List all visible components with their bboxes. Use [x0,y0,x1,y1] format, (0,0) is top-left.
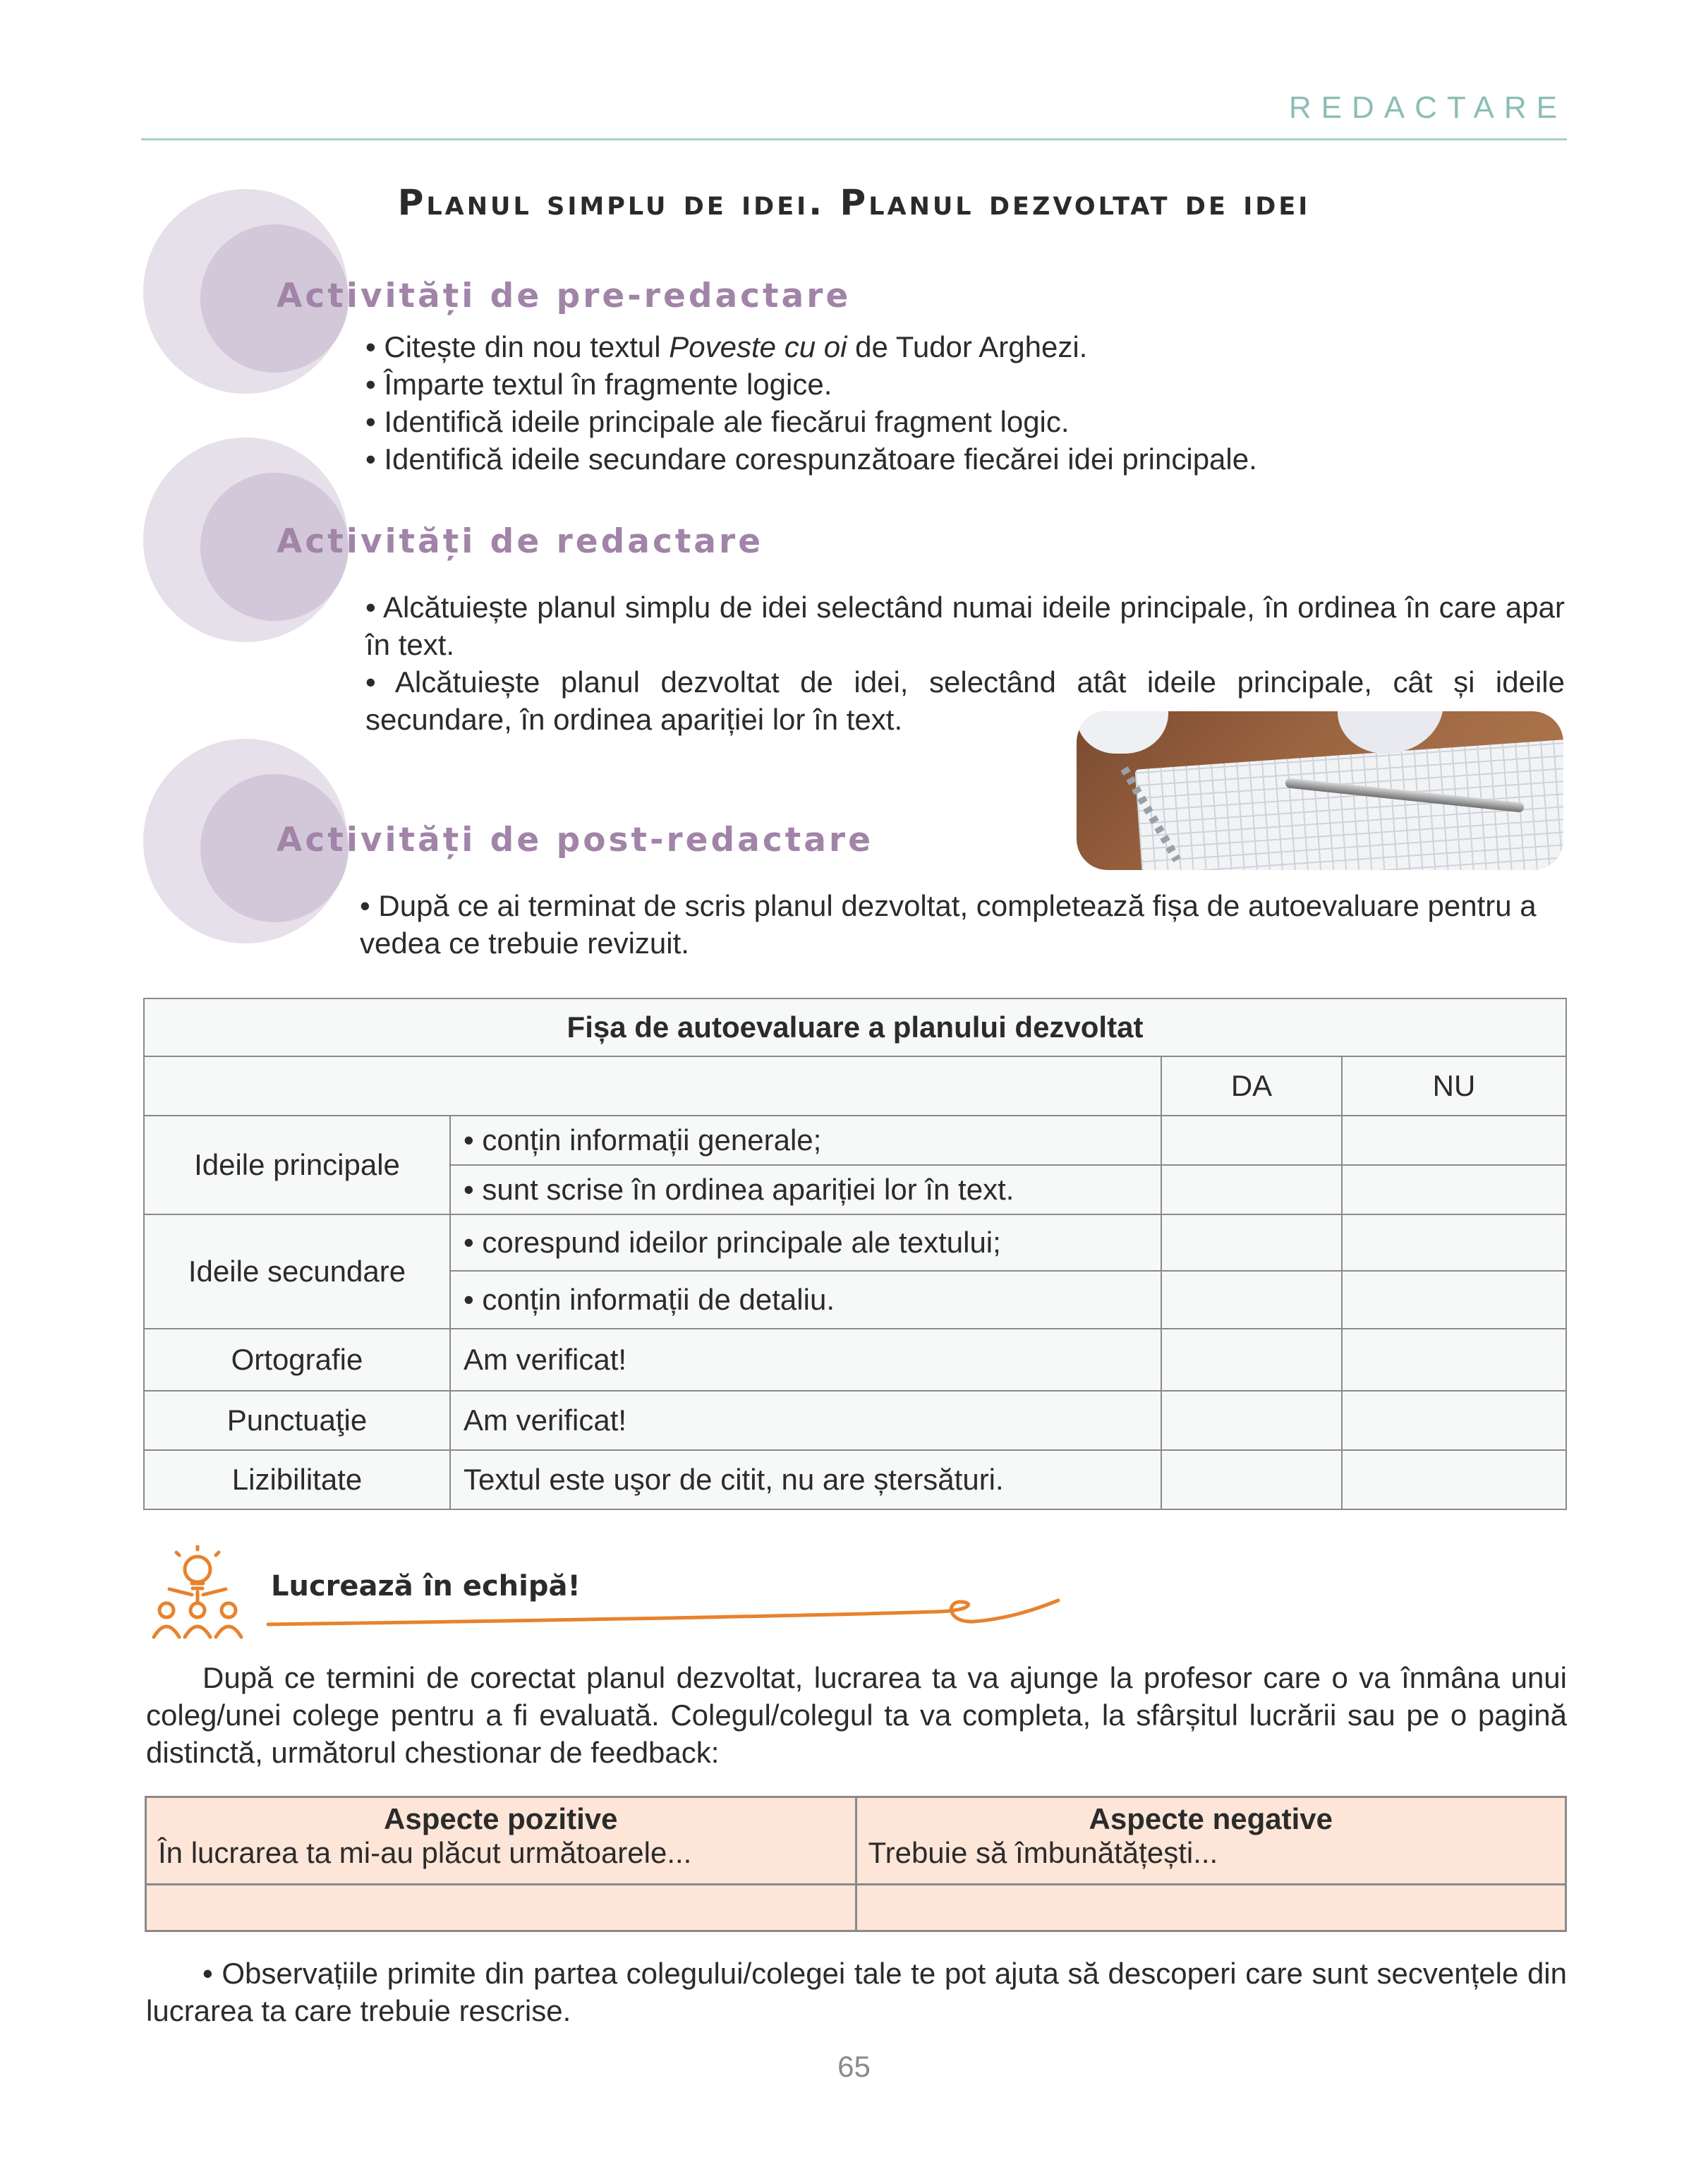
positive-answer-cell[interactable] [146,1885,856,1931]
closing-note: • Observațiile primite din partea colegului/colegei tale te pot ajuta să descoperi care sunt secvențele din lucrarea ta care trebuie rescrise. [146,1957,1567,2027]
criterion-cell: • sunt scrise în ordinea apariției lor în text. [450,1165,1161,1214]
writing-item-1: • Alcătuiește planul simplu de idei selectând numai ideile principale, în ordinea în care apar în text. [365,591,1565,661]
category-cell: Punctuaţie [144,1391,450,1450]
positive-aspects-cell [146,1797,856,1885]
checkbox-cell-nu[interactable] [1342,1271,1566,1329]
decorative-swoosh [261,1596,1065,1631]
criterion-cell: • corespund ideilor principale ale textului; [450,1214,1161,1271]
section-title-post-writing: Activități de post-redactare [277,821,873,859]
criterion-cell: • conțin informații generale; [450,1116,1161,1165]
checkbox-cell-nu[interactable] [1342,1116,1566,1165]
page-title: Planul simplu de idei. Planul dezvoltat de idei [397,182,1311,223]
category-cell: Lizibilitate [144,1450,450,1509]
checkbox-cell-da[interactable] [1161,1391,1342,1450]
checkbox-cell-nu[interactable] [1342,1450,1566,1509]
checkbox-cell-nu[interactable] [1342,1391,1566,1450]
criterion-cell: Am verificat! [450,1391,1161,1450]
table-header-blank [144,1056,1161,1116]
writing-item-2-text: • Alcătuiește planul dezvoltat de idei, selectând atât ideile principale, cât și ideile secundare, în ordinea apariției lor în text. [365,665,1565,736]
page-number: 65 [837,2050,871,2083]
checkbox-cell-da[interactable] [1161,1450,1342,1509]
list-item: • Identifică ideile principale ale fiecărui fragment logic. [365,405,1070,438]
checkbox-cell-da[interactable] [1161,1165,1342,1214]
teamwork-lightbulb-icon [148,1545,247,1644]
header-divider [141,138,1567,140]
negative-aspects-header: Aspecte negative [1089,1802,1333,1835]
column-header-da: DA [1161,1056,1342,1116]
crumpled-paper [1077,711,1168,754]
section-label: REDACTARE [1288,90,1567,125]
feedback-table [145,1796,1567,1932]
section-title-writing: Activități de redactare [277,522,764,561]
positive-aspects-prompt: În lucrarea ta mi-au plăcut următoarele... [158,1836,692,1869]
checkbox-cell-da[interactable] [1161,1271,1342,1329]
notebook-photo [1077,711,1563,870]
list-item: • Identifică ideile secundare corespunzătoare fiecărei idei principale. [365,442,1257,476]
criterion-cell: • conțin informații de detaliu. [450,1271,1161,1329]
negative-aspects-cell [856,1797,1566,1885]
section-title-pre-writing: Activități de pre-redactare [277,277,852,315]
checkbox-cell-nu[interactable] [1342,1165,1566,1214]
category-cell: Ideile secundare [144,1214,450,1329]
table-caption: Fișa de autoevaluare a planului dezvoltat [144,998,1566,1056]
category-cell: Ortografie [144,1329,450,1391]
category-cell: Ideile principale [144,1116,450,1214]
checkbox-cell-nu[interactable] [1342,1329,1566,1391]
negative-answer-cell[interactable] [856,1885,1566,1931]
checkbox-cell-da[interactable] [1161,1214,1342,1271]
team-work-label: Lucrează în echipă! [271,1570,581,1602]
crumpled-paper [1338,711,1443,754]
negative-aspects-prompt: Trebuie să îmbunătățești... [868,1836,1218,1869]
criterion-cell: Textul este uşor de citit, nu are ștersături. [450,1450,1161,1509]
list-item: • Împarte textul în fragmente logice. [365,368,832,401]
post-writing-item: • După ce ai terminat de scris planul dezvoltat, completează fișa de autoevaluare pentru a vedea ce trebuie revizuit. [360,889,1537,960]
column-header-nu: NU [1342,1056,1566,1116]
pre-writing-list [365,328,1257,478]
checkbox-cell-da[interactable] [1161,1116,1342,1165]
self-evaluation-table [143,998,1567,1510]
criterion-cell: Am verificat! [450,1329,1161,1391]
positive-aspects-header: Aspecte pozitive [384,1802,618,1835]
checkbox-cell-nu[interactable] [1342,1214,1566,1271]
checkbox-cell-da[interactable] [1161,1329,1342,1391]
list-item: • Citește din nou textul Poveste cu oi de Tudor Arghezi. [365,330,1088,363]
team-work-paragraph: După ce termini de corectat planul dezvoltat, lucrarea ta va ajunge la profesor care o va înmâna unui coleg/unei colege pentru a fi evaluată. Colegul/colegul ta va completa, la sfârșitul lucrării sau pe o pagină distinctă, următorul chestionar de feedback: [146,1661,1567,1769]
